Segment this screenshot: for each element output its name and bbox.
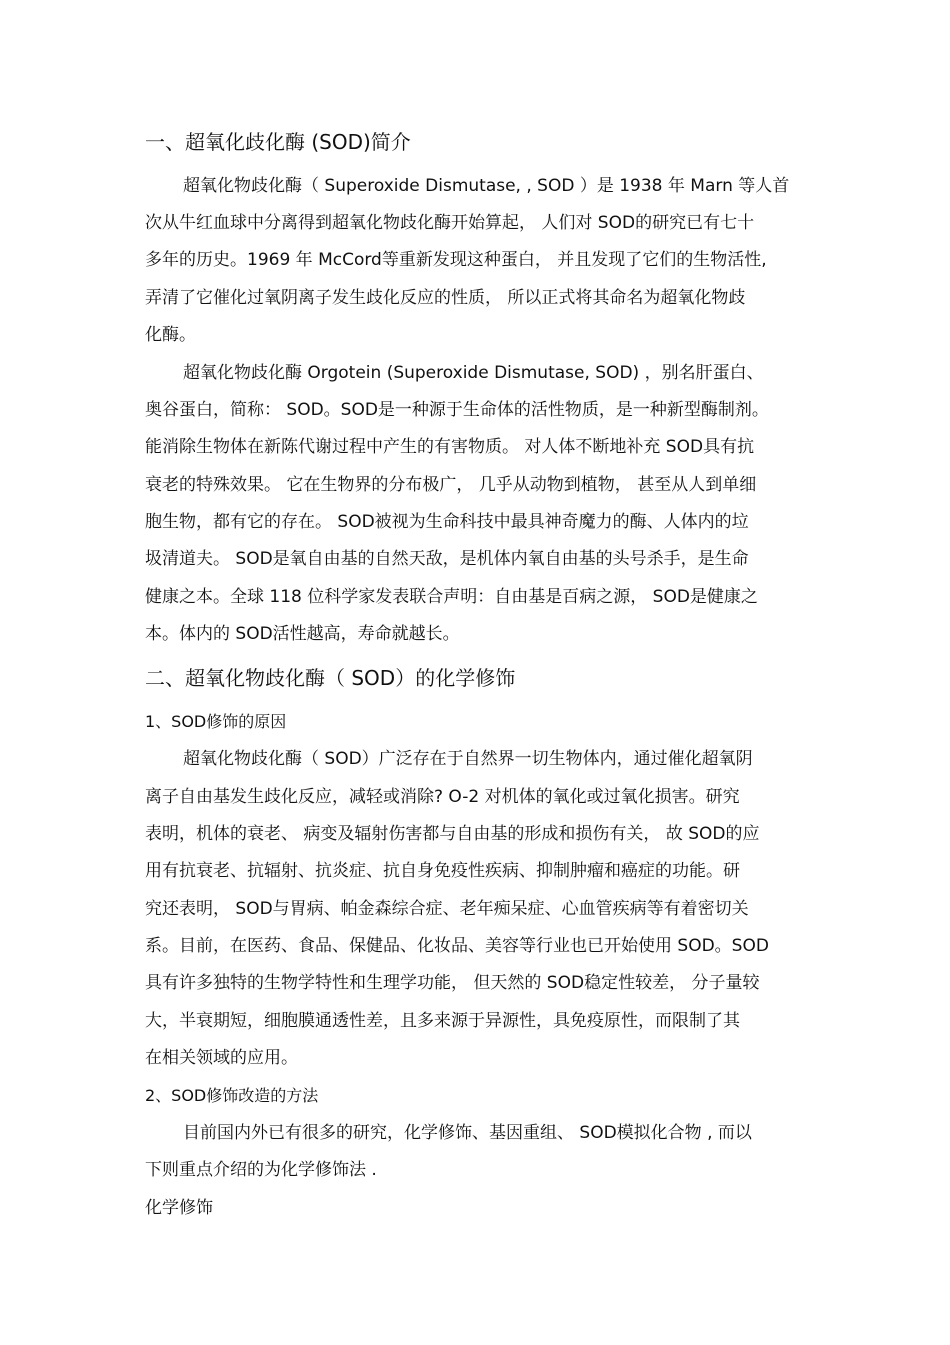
paragraph-line: 在相关领域的应用。 bbox=[145, 1048, 298, 1068]
heading-section-1: 一、超氧化歧化酶 (SOD)简介 bbox=[145, 130, 411, 154]
paragraph-line: 目前国内外已有很多的研究，化学修饰、基因重组、 SOD模拟化合物 , 而以 bbox=[183, 1123, 752, 1143]
paragraph-line: 衰老的特殊效果。 它在生物界的分布极广， 几乎从动物到植物， 甚至从人到单细 bbox=[145, 475, 757, 495]
paragraph-line: 超氧化物歧化酶 Orgotein (Superoxide Dismutase, SOD) ，别名肝蛋白、 bbox=[183, 363, 764, 383]
paragraph-line: 多年的历史。1969 年 McCord等重新发现这种蛋白， 并且发现了它们的生物活性, bbox=[145, 250, 767, 270]
paragraph-line: 健康之本。全球 118 位科学家发表联合声明：自由基是百病之源， SOD是健康之 bbox=[145, 587, 758, 607]
paragraph-line: 大，半衰期短，细胞膜通透性差，且多来源于异源性，具免疫原性，而限制了其 bbox=[145, 1011, 740, 1031]
paragraph-line: 究还表明， SOD与胃病、帕金森综合症、老年痴呆症、心血管疾病等有着密切关 bbox=[145, 899, 749, 919]
paragraph-line: 超氧化物歧化酶（ Superoxide Dismutase, , SOD ）是 1938 年 Marn 等人首 bbox=[183, 176, 790, 196]
paragraph-line: 能消除生物体在新陈代谢过程中产生的有害物质。 对人体不断地补充 SOD具有抗 bbox=[145, 437, 755, 457]
paragraph-line: 弄清了它催化过氧阴离子发生歧化反应的性质， 所以正式将其命名为超氧化物歧 bbox=[145, 288, 746, 308]
paragraph-line: 次从牛红血球中分离得到超氧化物歧化酶开始算起， 人们对 SOD的研究已有七十 bbox=[145, 213, 755, 233]
paragraph-line: 超氧化物歧化酶（ SOD）广泛存在于自然界一切生物体内，通过催化超氧阴 bbox=[183, 749, 753, 769]
paragraph-line: 离子自由基发生歧化反应，减轻或消除? O-2 对机体的氧化或过氧化损害。研究 bbox=[145, 787, 740, 807]
paragraph-line: 圾清道夫。 SOD是氧自由基的自然天敌，是机体内氧自由基的头号杀手，是生命 bbox=[145, 549, 749, 569]
subheading-2: 2、SOD修饰改造的方法 bbox=[145, 1086, 319, 1105]
paragraph-line: 具有许多独特的生物学特性和生理学功能， 但天然的 SOD稳定性较差， 分子量较 bbox=[145, 973, 760, 993]
paragraph-line: 化酶。 bbox=[145, 325, 196, 345]
paragraph-line: 本。体内的 SOD活性越高，寿命就越长。 bbox=[145, 624, 460, 644]
final-line: 化学修饰 bbox=[145, 1198, 213, 1218]
subheading-1: 1、SOD修饰的原因 bbox=[145, 712, 287, 731]
paragraph-line: 胞生物，都有它的存在。 SOD被视为生命科技中最具神奇魔力的酶、人体内的垃 bbox=[145, 512, 749, 532]
paragraph-line: 下则重点介绍的为化学修饰法 . bbox=[145, 1160, 377, 1180]
paragraph-line: 奥谷蛋白，简称： SOD。SOD是一种源于生命体的活性物质，是一种新型酶制剂。 bbox=[145, 400, 769, 420]
heading-section-2: 二、超氧化物歧化酶（ SOD）的化学修饰 bbox=[145, 666, 516, 690]
paragraph-line: 系。目前，在医药、食品、保健品、化妆品、美容等行业也已开始使用 SOD。SOD bbox=[145, 936, 769, 956]
paragraph-line: 表明，机体的衰老、 病变及辐射伤害都与自由基的形成和损伤有关， 故 SOD的应 bbox=[145, 824, 760, 844]
paragraph-line: 用有抗衰老、抗辐射、抗炎症、抗自身免疫性疾病、抑制肿瘤和癌症的功能。研 bbox=[145, 861, 740, 881]
